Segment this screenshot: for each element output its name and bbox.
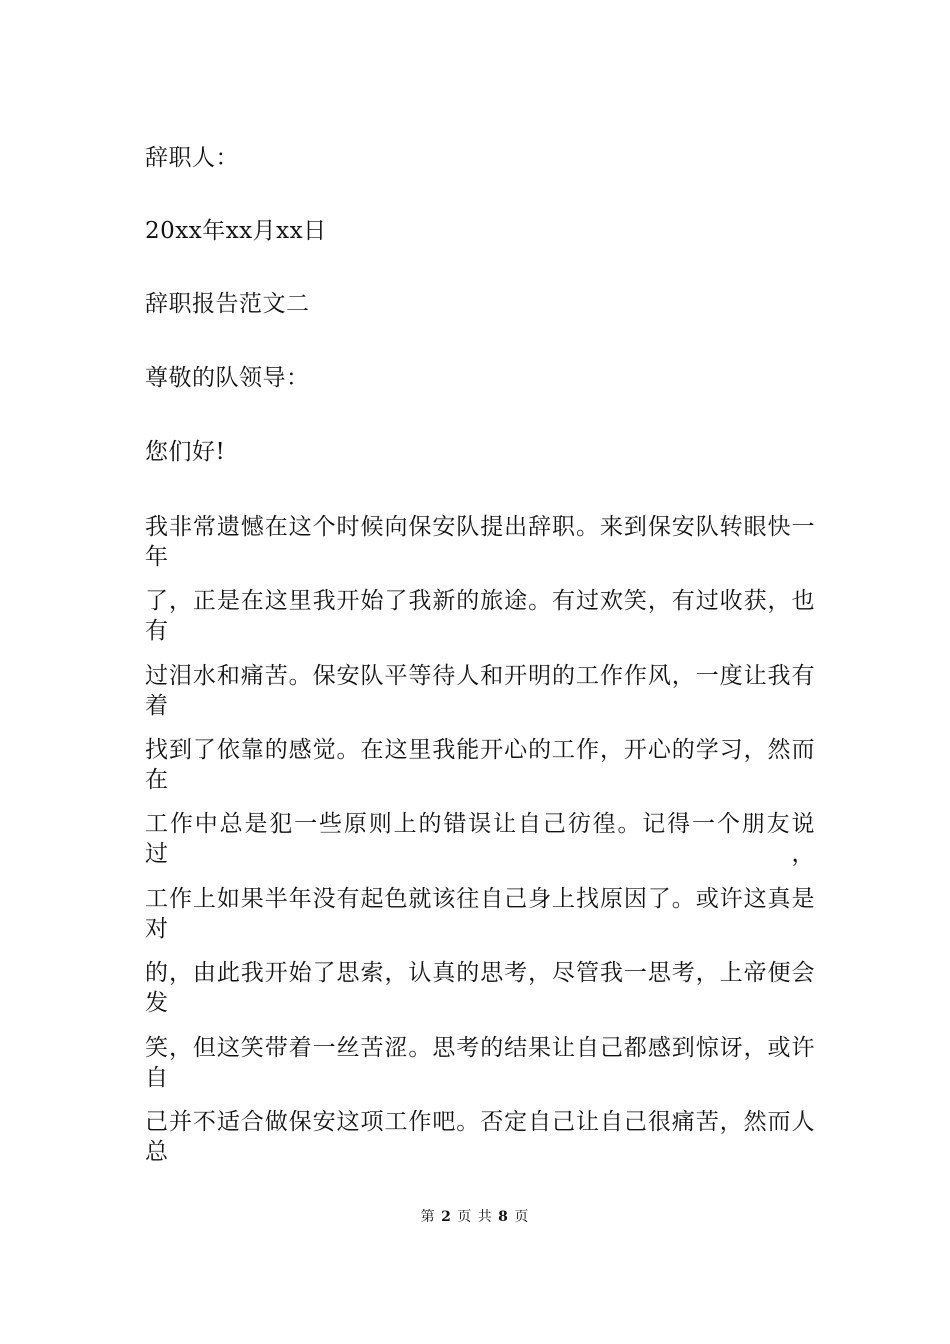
body-line-4: 找到了依靠的感觉。在这里我能开心的工作，开心的学习，然而在 bbox=[145, 737, 815, 793]
signature-label: 辞职人： bbox=[145, 145, 239, 171]
footer-prefix: 第 bbox=[420, 1209, 436, 1225]
page-footer bbox=[0, 1208, 950, 1226]
body-line-2: 了，正是在这里我开始了我新的旅途。有过欢笑，有过收获，也有 bbox=[145, 588, 815, 644]
body-line-6: 工作上如果半年没有起色就该往自己身上找原因了。或许这真是对 bbox=[145, 886, 815, 942]
footer-middle: 页 共 bbox=[457, 1209, 493, 1225]
footer-current-page: 2 bbox=[441, 1209, 452, 1225]
date-line: 20xx年xx月xx日 bbox=[145, 218, 327, 244]
section-title: 辞职报告范文二 bbox=[145, 291, 310, 317]
footer-suffix: 页 bbox=[514, 1209, 530, 1225]
body-line-7: 的，由此我开始了思索，认真的思考，尽管我一思考，上帝便会发 bbox=[145, 960, 815, 1016]
body-line-3: 过泪水和痛苦。保安队平等待人和开明的工作作风，一度让我有着 bbox=[145, 663, 815, 719]
salutation: 尊敬的队领导： bbox=[145, 365, 310, 391]
body-line-5: 工作中总是犯一些原则上的错误让自己彷徨。记得一个朋友说过， bbox=[145, 811, 815, 867]
body-line-8: 笑，但这笑带着一丝苦涩。思考的结果让自己都感到惊讶，或许自 bbox=[145, 1035, 815, 1091]
body-line-9: 己并不适合做保安这项工作吧。否定自己让自己很痛苦，然而人总 bbox=[145, 1109, 815, 1165]
body-line-1: 我非常遗憾在这个时候向保安队提出辞职。来到保安队转眼快一年 bbox=[145, 514, 815, 570]
greeting: 您们好! bbox=[145, 439, 226, 465]
footer-total-pages: 8 bbox=[498, 1209, 509, 1225]
